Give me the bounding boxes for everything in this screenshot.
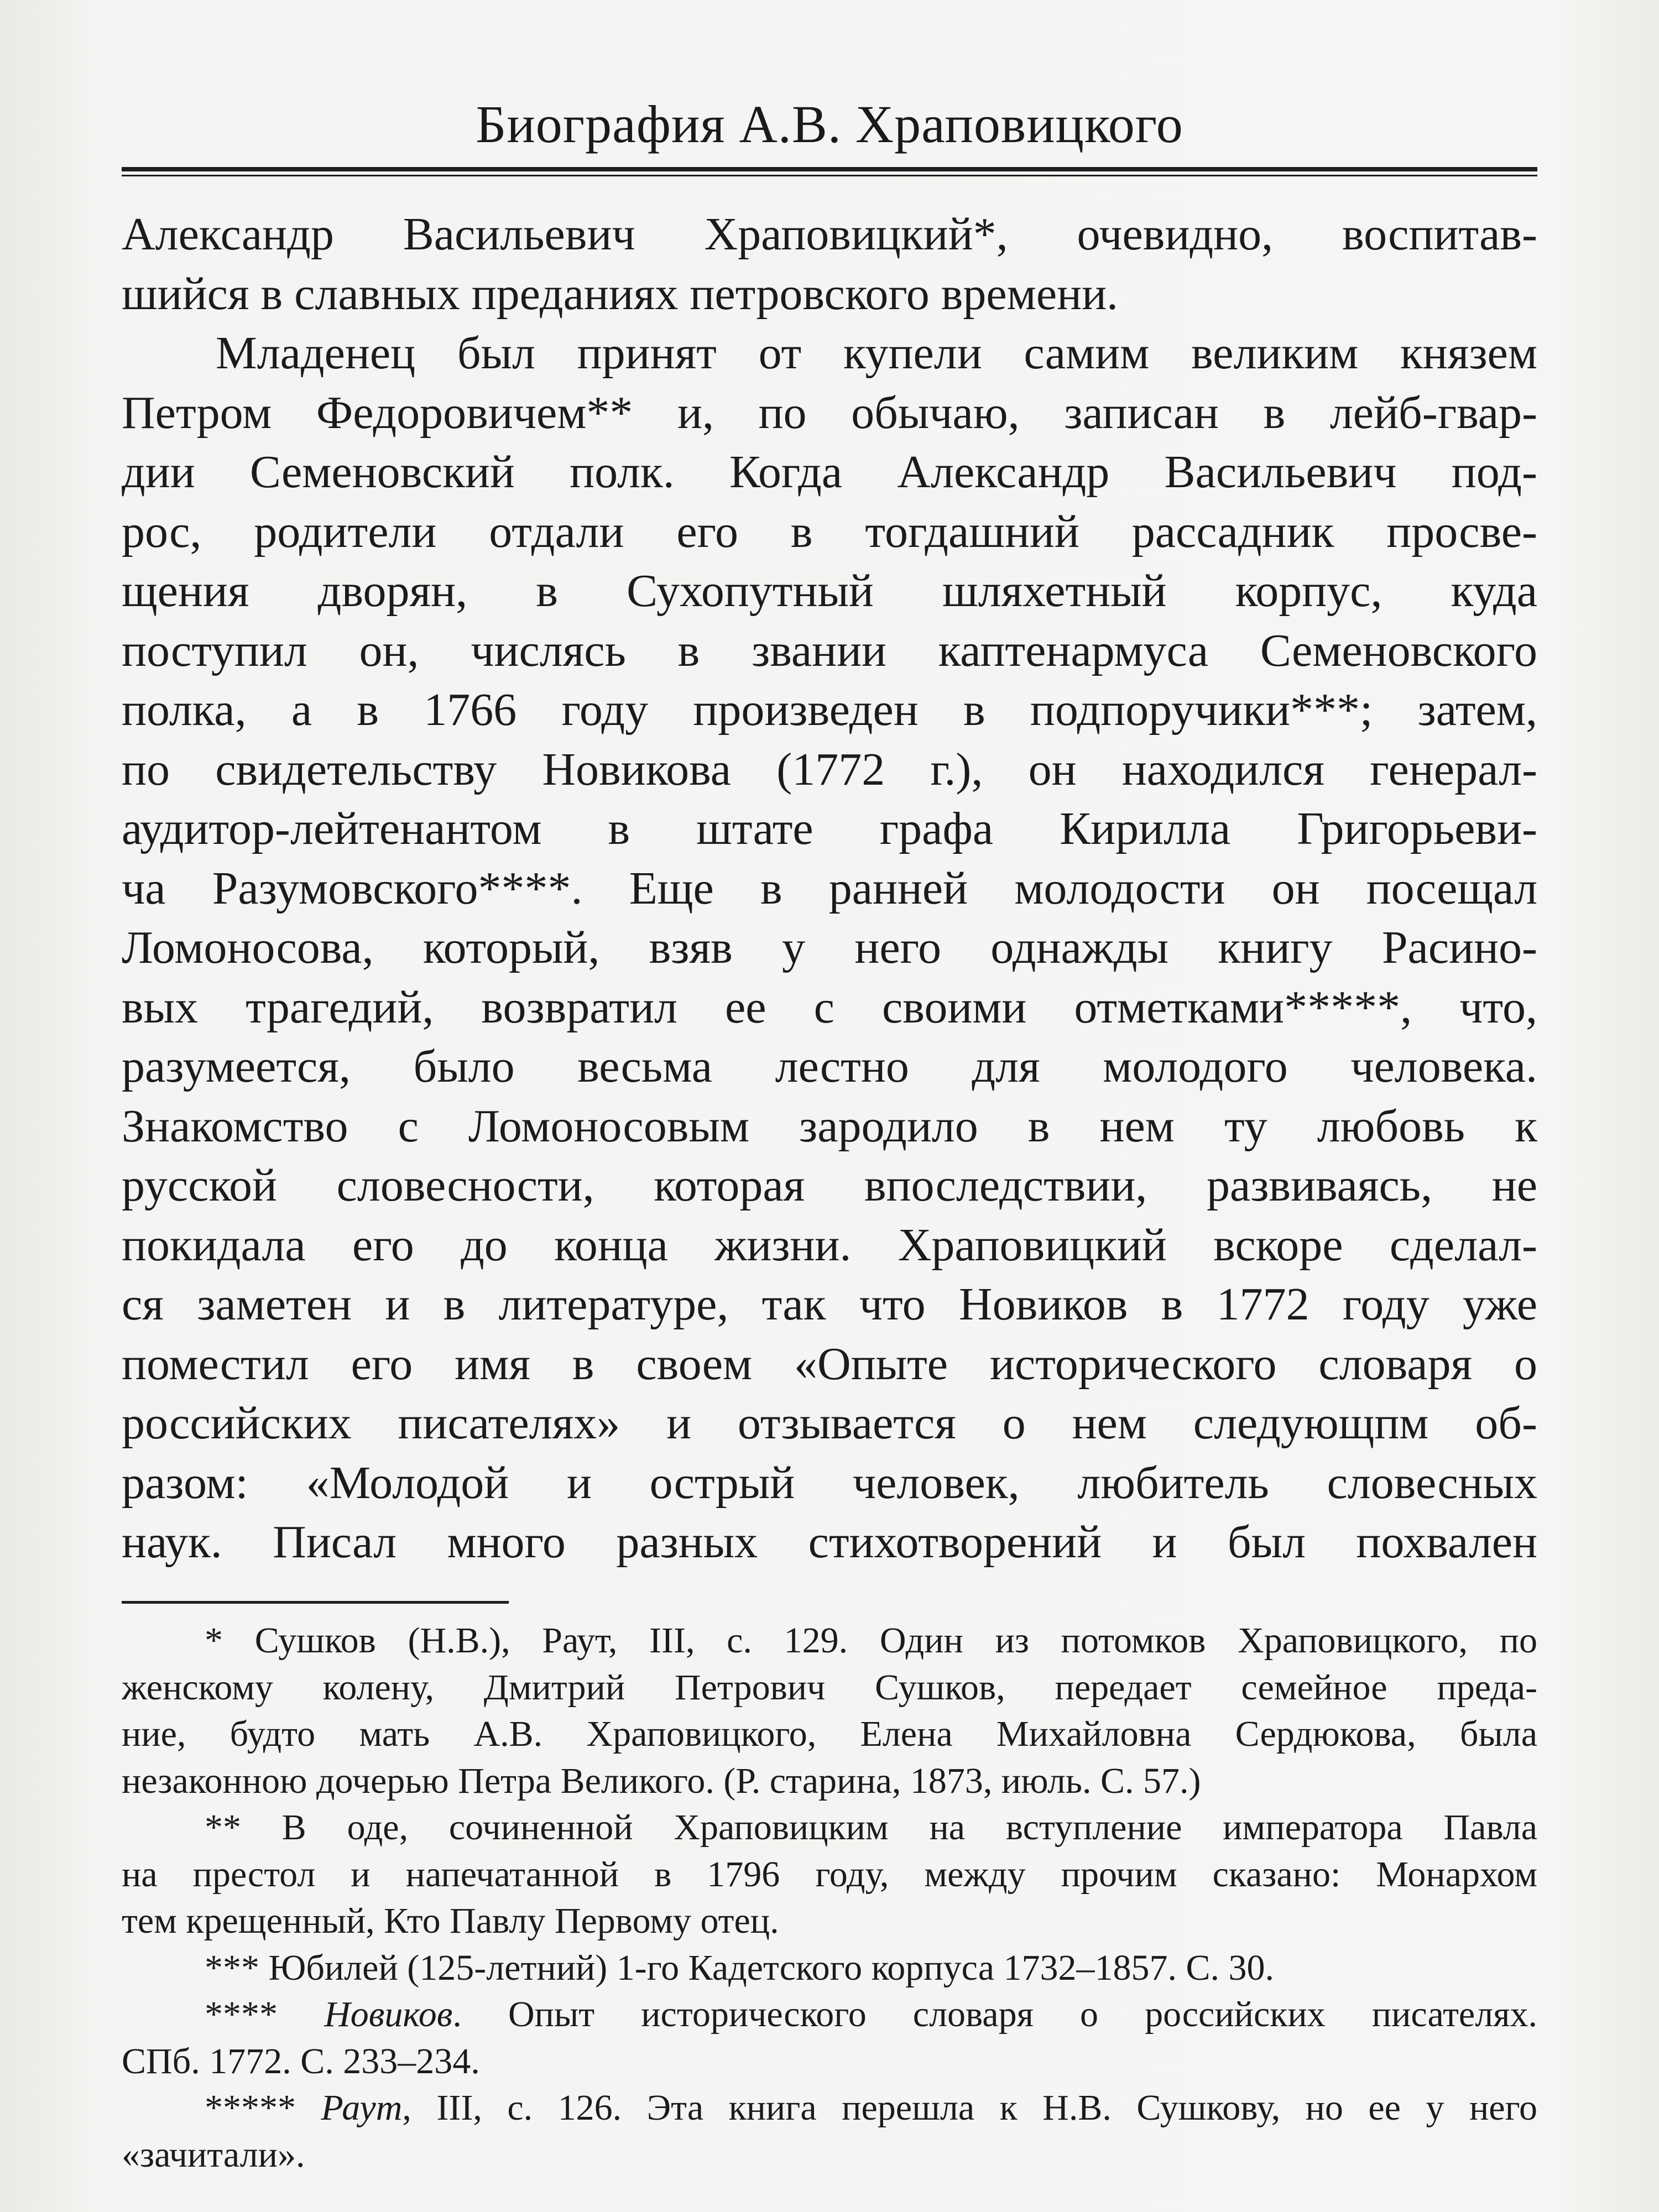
- text-line: Ломоносова, который, взяв у него однажды книгу Расино-: [122, 922, 1537, 973]
- text-line: шийся в славных преданиях петровского времени.: [122, 268, 1119, 320]
- footnote-text: , III, с. 126. Эта книга перешла к Н.В. Сушкову, но ее у него: [402, 2088, 1537, 2128]
- footnote-author: Новиков: [324, 1994, 453, 2034]
- text-line: наук. Писал много разных стихотворений и был похвален: [122, 1516, 1537, 1568]
- text-line: разом: «Молодой и острый человек, любитель словесных: [122, 1457, 1537, 1509]
- footnote-line: [122, 1991, 1537, 2038]
- text-line: поместил его имя в своем «Опыте исторического словаря о: [122, 1338, 1537, 1390]
- footnote-line: женскому колену, Дмитрий Петрович Сушков, передает семейное преда-: [122, 1667, 1537, 1708]
- page-title: Биография А.В. Храповицкого: [476, 95, 1183, 154]
- text-line: ся заметен и в литературе, так что Новиков в 1772 году уже: [122, 1279, 1537, 1330]
- text-line: по свидетельству Новикова (1772 г.), он находился генерал-: [122, 743, 1537, 795]
- footnote-line: ** В оде, сочиненной Храповицким на вступление императора Павла: [205, 1807, 1537, 1848]
- text-line: ча Разумовского****. Еще в ранней молодости он посещал: [122, 862, 1537, 914]
- footnote-line: тем крещенный, Кто Павлу Первому отец.: [122, 1901, 779, 1941]
- text-line: Знакомство с Ломоносовым зародило в нем ту любовь к: [122, 1100, 1537, 1152]
- footnote-line: ние, будто мать А.В. Храповицкого, Елена Михайловна Сердюкова, была: [122, 1714, 1537, 1754]
- text-line: разумеется, было весьма лестно для молодого человека.: [122, 1041, 1537, 1092]
- footnote-line: незаконною дочерью Петра Великого. (Р. старина, 1873, июль. С. 57.): [122, 1760, 1201, 1801]
- footnote-line: СПб. 1772. С. 233–234.: [122, 2041, 480, 2081]
- text-line: дии Семеновский полк. Когда Александр Васильевич под-: [122, 446, 1537, 498]
- footnote-text: . Опыт исторического словаря о российских писателях.: [452, 1994, 1537, 2034]
- footnote-line: «зачитали».: [122, 2134, 305, 2175]
- footnote-line: * Сушков (Н.В.), Раут, III, с. 129. Один из потомков Храповицкого, по: [205, 1620, 1537, 1661]
- header-rule-thick: [122, 167, 1537, 171]
- footnote-source: Раут: [321, 2088, 403, 2128]
- text-line: щения дворян, в Сухопутный шляхетный корпус, куда: [122, 565, 1537, 617]
- main-text: [122, 205, 1537, 1572]
- footnote-line: [122, 2085, 1537, 2132]
- footnotes: [122, 1618, 1537, 2178]
- text-line: вых трагедий, возвратил ее с своими отметками*****, что,: [122, 981, 1537, 1033]
- text-line: рос, родители отдали его в тогдашний рассадник просве-: [122, 505, 1537, 557]
- text-line: Петром Федоровичем** и, по обычаю, записан в лейб-гвар-: [122, 387, 1537, 439]
- text-line: полка, а в 1766 году произведен в подпоручики***; затем,: [122, 684, 1537, 735]
- footnote-separator: [122, 1601, 509, 1604]
- running-head: [122, 83, 1537, 177]
- footnote-line: на престол и напечатанной в 1796 году, между прочим сказано: Монархом: [122, 1854, 1537, 1895]
- text-line: российских писателях» и отзывается о нем следующпм об-: [122, 1397, 1537, 1449]
- footnote-marker: *****: [205, 2088, 296, 2128]
- footnote-marker: ****: [205, 1994, 278, 2034]
- header-rule-thin: [122, 175, 1537, 176]
- text-line: русской словесности, которая впоследствии, развиваясь, не: [122, 1160, 1537, 1211]
- text-line: поступил он, числясь в звании каптенармуса Семеновского: [122, 624, 1537, 676]
- text-line: Александр Васильевич Храповицкий*, очевидно, воспитав-: [122, 208, 1537, 260]
- text-line: Младенец был принят от купели самим великим князем: [216, 327, 1537, 379]
- text-line: покидала его до конца жизни. Храповицкий вскоре сделал-: [122, 1219, 1537, 1271]
- footnote-line: *** Юбилей (125-летний) 1-го Кадетского корпуса 1732–1857. С. 30.: [205, 1947, 1275, 1988]
- text-line: аудитор-лейтенантом в штате графа Кирилла Григорьеви-: [122, 803, 1537, 854]
